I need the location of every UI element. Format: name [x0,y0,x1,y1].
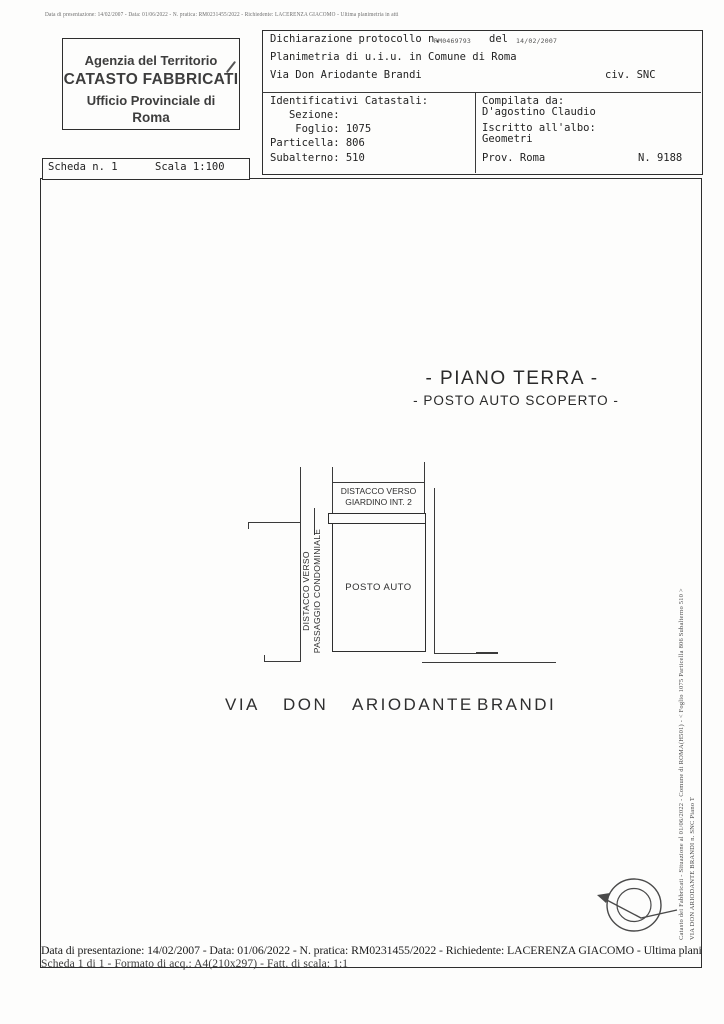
setback-garden-label [332,486,425,508]
footer-presentation-line: Data di presentazione: 14/02/2007 - Data: 01/06/2022 - N. pratica: RM0231455/2022 - Richiedente: LACERENZA GIACOMO - Ultima plani [41,943,702,957]
identifier-subalterno: Subalterno: 510 [270,152,365,164]
plan-wall-line [264,661,300,662]
compiler-label: Compilata da: [482,95,565,107]
north-arrow-icon [593,866,683,946]
protocol-date: 14/02/2007 [516,37,558,45]
plan-wall-line [332,482,425,483]
side-caption-line2: VIA DON ARIODANTE BRANDI n. SNC Piano T [689,796,696,940]
protocol-number: RM0469793 [434,37,472,45]
planimetria-line: Planimetria di u.i.u. in Comune di Roma [270,51,517,63]
agency-line: Roma [132,110,170,125]
plan-tick-mark [248,522,249,529]
plan-subtitle: - POSTO AUTO SCOPERTO - [413,393,619,408]
agency-line: Ufficio Provinciale di [86,93,216,108]
side-caption-line1: Catasto dei Fabbricati - Situazione al 01/06/2022 - Comune di ROMA(H501) - < Foglio 1075 Particella 806 Subalterno 510 > [678,588,685,940]
plan-wall-line [422,662,556,663]
registration-number: N. 9188 [638,152,683,164]
street-word-brandi: BRANDI [477,695,557,714]
street-word-don: DON [283,695,329,714]
agency-title: CATASTO FABBRICATI [63,71,239,88]
plan-tick-mark [264,655,265,662]
scale-value: Scala 1:100 [155,161,225,173]
plan-wall-line [248,522,300,523]
civic-number: civ. SNC [605,69,656,81]
setback-passage-label [301,527,323,655]
parking-space-label: POSTO AUTO [345,582,412,593]
compiler-name: D'agostino Claudio [482,106,596,118]
identifier-sezione: Sezione: [270,109,340,121]
albo-value: Geometri [482,133,533,145]
agency-line: Agenzia del Territorio [84,53,218,68]
province: Prov. Roma [482,152,546,164]
albo-label: Iscritto all'albo: [482,122,596,134]
street-word-via: VIA [225,695,260,714]
setback-garden-line2: GIARDINO INT. 2 [345,497,412,507]
box-divider [262,92,701,93]
agency-header-box [62,38,240,130]
del-label: del [489,33,508,45]
protocol-label: Dichiarazione protocollo n. [270,33,441,45]
top-microprint: Data di presentazione: 14/02/2007 - Data: 01/06/2022 - N. pratica: RM0231455/2022 - Richiedente: LACERENZA GIACOMO - Ultima planimetria in atti [45,12,399,18]
footer-scheda-line: Scheda 1 di 1 - Formato di acq.: A4(210x297) - Fatt. di scala: 1:1 [41,958,349,970]
identifier-foglio: Foglio: 1075 [270,123,372,135]
plan-title: - PIANO TERRA - [425,368,599,389]
setback-passage-line1: DISTACCO VERSO [301,551,311,631]
street-line: Via Don Ariodante Brandi [270,69,422,81]
plan-wall-line [434,488,435,653]
box-divider [475,92,476,173]
setback-garden-line1: DISTACCO VERSO [340,486,417,496]
street-word-ariodante: ARIODANTE [352,695,474,714]
setback-passage-line2: PASSAGGIO CONDOMINIALE [312,528,322,654]
plan-wall-line [476,652,498,654]
identifier-particella: Particella: 806 [270,137,365,149]
scheda-number: Scheda n. 1 [48,161,118,173]
identifiers-title: Identificativi Catastali: [270,95,429,107]
